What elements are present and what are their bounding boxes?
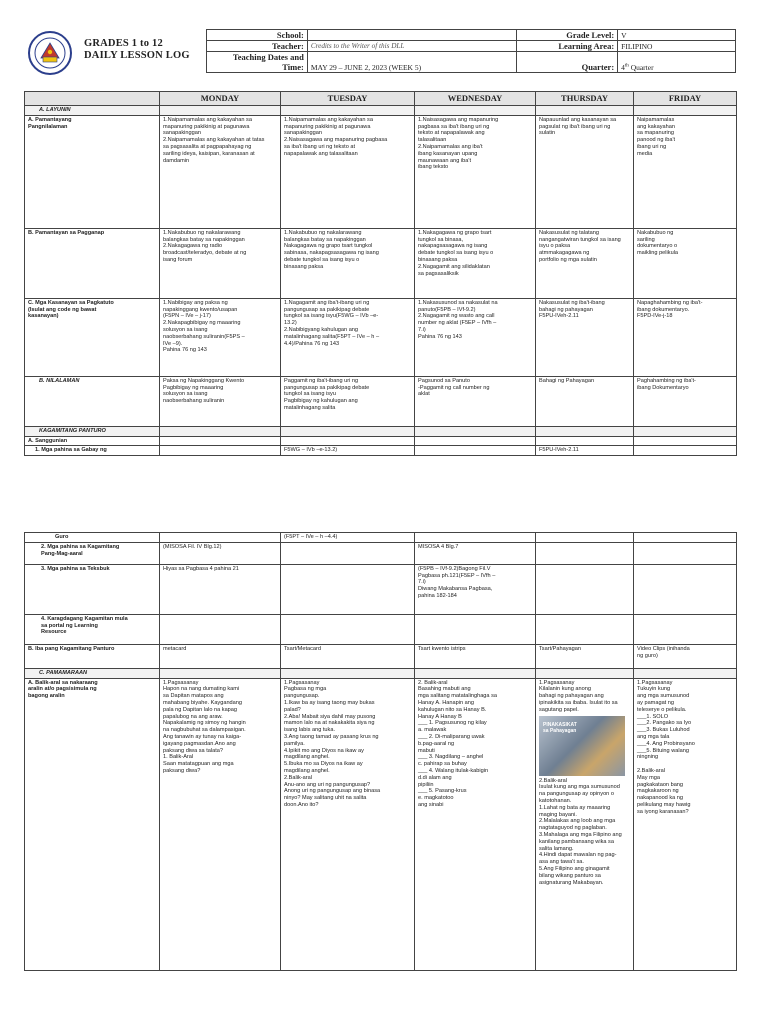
row-pamantayan-sa-pagganap xyxy=(25,228,737,298)
school-label: School: xyxy=(207,30,308,41)
school-value xyxy=(307,30,517,41)
cell-monday: 1.Nabibigay ang paksa ng napakinggang kwento/usapan (F5PN – IVe – j-17) 2.Nakapagbibigay ng maaaring solusyon sa isang naobserbahang suliranin(F5PS – IVe –9). Pahina 76 ng 143 xyxy=(160,298,281,376)
cell-tuesday: Paggamit ng iba't-ibang uri ng pangungusap sa pakikipag debate tungkol sa isang isyu Pagbibigay ng kahulugan ang matalinhagang salita xyxy=(281,376,415,426)
row-label: B. Pamantayan sa Pagganap xyxy=(25,228,160,298)
teaching-dates-value: MAY 29 – JUNE 2, 2023 (WEEK 5) xyxy=(307,52,517,73)
cell-thursday xyxy=(536,533,634,543)
cell-friday: Naipamamalas ang kakayahan sa mapanuring panood ng iba't ibang uri ng media xyxy=(634,115,737,228)
row-iba-pang-kagamitan xyxy=(25,644,737,668)
empty-cell xyxy=(281,668,415,678)
day-header-wednesday: WEDNESDAY xyxy=(415,92,536,106)
day-header-tuesday: TUESDAY xyxy=(281,92,415,106)
brand-line-1: GRADES 1 to 12 xyxy=(84,38,163,49)
cell-monday xyxy=(160,446,281,456)
learning-area-label: Learning Area: xyxy=(517,41,618,52)
row-label-guro: Guro xyxy=(25,533,160,543)
cell-friday: Paghahambing ng iba't- ibang Dokumentaryo xyxy=(634,376,737,426)
brand-line-2: DAILY LESSON LOG xyxy=(84,50,190,61)
cell-wednesday: 2. Balik-aral Basahing mabuti ang mga salitang matatalinghaga sa Hanay A. Hanapin ang kahulugan nito sa Hanay B. Hanay A Hanay B ___ 1. Pagsusunog ng kilay a. malawak ___ 2. Di-maliparang uwak b.pag-aaral ng mabuti ___ 3. Nagdilang – anghel c. pahirap sa buhay ___ 4. Walang itulak-kabigin d.di alam ang pipiliin ___ 5. Pasang-krus e. magkatotoo ang sinabi xyxy=(415,678,536,970)
empty-cell xyxy=(281,436,415,446)
day-header-friday: FRIDAY xyxy=(634,92,737,106)
empty-cell xyxy=(160,426,281,436)
cell-wednesday: (F5PB – IVf-9.2)Bagong Fil.V Pagbasa ph.121(F5EP – IVfh – 7.i) Diwang Makabansa Pagbasa, pahina 182-184 xyxy=(415,564,536,614)
section-row-kagamitang-panturo xyxy=(25,426,737,436)
row-label: A. Pamantayang Pangnilalaman xyxy=(25,115,160,228)
section-row-pamamaraan xyxy=(25,668,737,678)
empty-cell xyxy=(536,426,634,436)
cell-monday: 1.Nakabubuo ng nakalarawang balangkas batay sa napakinggan 2.Nakagagawa ng radio broadcast/teleradyo, debate at ng isang forum xyxy=(160,228,281,298)
section-label-pamamaraan: C. PAMAMARAAN xyxy=(25,668,160,678)
cell-friday xyxy=(634,542,737,564)
row-nilalaman xyxy=(25,376,737,426)
cell-thursday xyxy=(536,542,634,564)
cell-tuesday xyxy=(281,614,415,644)
row-pamantayang-pangnilalaman xyxy=(25,115,737,228)
empty-cell xyxy=(160,436,281,446)
cell-thursday xyxy=(536,678,634,970)
cell-friday: 1.Pagsasanay Tukuyin kung ang mga sumusunod ay pamagat ng teleserye o pelikula. ___1. SOLO ___2. Pangako sa Iyo ___3. Bukas Luluhod ang mga tala ___4. Ang Probinsyano ___5. Bituing walang ningning 2.Balik-aral May mga pagkakataon bang magkakaroon ng nakapanood ka ng pelikulang may hawig sa iyong karanasan? xyxy=(634,678,737,970)
cell-tuesday xyxy=(281,564,415,614)
day-header-blank xyxy=(25,92,160,106)
row-label-gabay: 1. Mga pahina sa Gabay ng xyxy=(25,446,160,456)
cell-tuesday: 1.Naipamamalas ang kakayahan sa mapanuring pakikinig at pagunawa sanapakinggan 2.Naisasagawa ang mapanuring pagbasa sa iba't ibang uri ng teksto at napapalawak ang talasalitaan xyxy=(281,115,415,228)
cell-wednesday: 1.Naisasagawa ang mapanuring pagbasa sa iba't ibang uri ng teksto at napapalawak ang talasalitaan 2.Naipamamalas ang iba't ibang kasanayan upang maunawaan ang iba't ibang teksto xyxy=(415,115,536,228)
teacher-label: Teacher: xyxy=(207,41,308,52)
cell-monday: Hiyas sa Pagbasa 4 pahina 21 xyxy=(160,564,281,614)
cell-thursday: Nakasusulat ng talatang nangangatwiran tungkol sa isang isyu o paksa atmmakagagawa ng portfolio ng mga sulatin xyxy=(536,228,634,298)
cell-tuesday xyxy=(281,542,415,564)
cell-monday: Paksa ng Napakinggang Kwento Pagbibigay ng maaaring solusyon sa isang naobserbahang suliranin xyxy=(160,376,281,426)
empty-cell xyxy=(415,426,536,436)
row-label: 2. Mga pahina sa Kagamitang Pang-Mag-aaral xyxy=(25,542,160,564)
row-balik-aral xyxy=(25,678,737,970)
cell-tuesday: 1.Pagsasanay Pagbasa ng mga pangungusap. 1.Ikaw ba ay isang taong may bukas palad? 2.Aba! Mabait siya dahil may pusong mamon lalo na at nakakakita siya ng isang labis ang tuka. 3.Ang taong tamad ay pasang krus ng pamilya. 4.Ipikit mo ang Diyos na ikaw ay magdilang anghel. 5.Ibuka mo sa Diyos na ikaw ay magdilang anghel. 2.Balik-aral Anu-ano ang uri ng pangungusap? Anong uri ng pangungusap ang binasa ninyo? May salitang uhit na salita doon.Ano ito? xyxy=(281,678,415,970)
cell-wednesday xyxy=(415,446,536,456)
cell-tuesday: 1.Nakabubuo ng nakalarawang balangkas batay sa napakinggan Nakagagawa ng grapo tsart tungkol sabinasa, nakapagsasagawa ng isang debate tungkol sa isang isyu o binasang paksa xyxy=(281,228,415,298)
cell-thursday: Nakasusulat ng iba't-ibang bahagi ng pahayagan F5PU-IVeh-2.11 xyxy=(536,298,634,376)
row-sanggunian xyxy=(25,436,737,446)
empty-cell xyxy=(634,436,737,446)
row-guro xyxy=(25,533,737,543)
deped-seal-icon xyxy=(28,31,72,75)
newspaper-headline: PINAKASIKAT sa Pahayagan xyxy=(543,721,577,734)
row-teksbuk xyxy=(25,564,737,614)
empty-cell xyxy=(536,436,634,446)
cell-monday xyxy=(160,614,281,644)
section-row-layunin xyxy=(25,106,737,116)
teaching-dates-label xyxy=(207,52,308,73)
cell-thursday: Bahagi ng Pahayagan xyxy=(536,376,634,426)
thursday-balik-aral: 2.Balik-aral Isulat kung ang mga sumusunod na pangungusap ay opinyon o katotohanan. 1.Lahat ng bata ay maaaring maging bayani. 2.Malalakas ang loob ang mga nagtataguyod ng paglaban. 3.Mahalaga ang mga Filipino ang kanilang pambansang wika sa salita lamang. 4.Hindi dapat mawalan ng pag- asa ang tawa't sa. 5.Ang Filipino ang ginagamit bilang wikang panturo sa asignaturang Makabayan. xyxy=(539,777,622,886)
empty-cell xyxy=(160,106,281,116)
cell-thursday: F5PU-IVeh-2.11 xyxy=(536,446,634,456)
quarter-suffix: Quarter xyxy=(628,63,654,72)
empty-cell xyxy=(415,106,536,116)
cell-wednesday: 1.Nakagagawa ng grapo tsart tungkol sa binasa, nakapagsasagawa ng isang debate tungkol sa isang isyu o binasang paksa 2.Nagagamit ang silidaklatan sa pagsasaliksik xyxy=(415,228,536,298)
empty-cell xyxy=(536,106,634,116)
cell-tuesday: F5WG – IVb –e-13.2) xyxy=(281,446,415,456)
empty-cell xyxy=(281,426,415,436)
brand-title xyxy=(84,38,190,62)
row-label: B. Iba pang Kagamitang Panturo xyxy=(25,644,160,668)
cell-monday xyxy=(160,533,281,543)
row-mga-kasanayan xyxy=(25,298,737,376)
thursday-instructions: 1.Pagsasanay Kilalanin kung anong bahagi ng pahayagan ang ipinakikita sa ibaba. Isulat ito sa sagutang papel. xyxy=(539,679,618,713)
row-label: C. Mga Kasanayan sa Pagkatuto (Isulat ang code ng bawat kasanayan) xyxy=(25,298,160,376)
cell-friday: Video Clips (inihanda ng guro) xyxy=(634,644,737,668)
quarter-ordinal: th xyxy=(624,63,629,69)
row-kagamitang-pang-mag-aaral xyxy=(25,542,737,564)
cell-friday: Napaghahambing ng iba't- ibang dokumentaryo. F5PD-IVe-j-18 xyxy=(634,298,737,376)
day-header-thursday: THURSDAY xyxy=(536,92,634,106)
grade-level-label: Grade Level: xyxy=(517,30,618,41)
empty-cell xyxy=(415,668,536,678)
cell-tuesday: Tsart/Metacard xyxy=(281,644,415,668)
grade-level-value: V xyxy=(618,30,736,41)
lesson-log-table-page-1 xyxy=(24,91,737,456)
cell-tuesday: (F5PT – IVe – h –4.4) xyxy=(281,533,415,543)
time-label-line: Time: xyxy=(282,62,304,72)
cell-friday xyxy=(634,533,737,543)
cell-tuesday: 1.Nagagamit ang iba't-ibang uri ng pangungusap sa pakikipag debate tungkol sa isang isyu(F5WG – IVb –e- 13.2) 2.Nabibigyang kahulugan ang matalinhagang salita(F5PT – IVe – h – 4.4)/Pahina 76 ng 143 xyxy=(281,298,415,376)
cell-friday xyxy=(634,446,737,456)
row-karagdagang-kagamitan xyxy=(25,614,737,644)
learning-area-value: FILIPINO xyxy=(618,41,736,52)
cell-wednesday xyxy=(415,533,536,543)
cell-thursday xyxy=(536,564,634,614)
section-label-layunin: A. LAYUNIN xyxy=(25,106,160,116)
cell-monday: 1.Pagsasanay Hapon na nang dumating kami sa Dapitan matapos ang mahabang biyahe. Kaygandang pala ng Dapitan lalo na kapag papalubog na ang araw. Napakalamig ng simoy ng hangin na nagbubuhat sa dalampasigan. Ang tanawin ay tunay na kaiga- igayang pagmasdan.Ano ang paksang diwa sa talata? 1. Balik-Aral Saan matatagpuan ang mga paksang diwa? xyxy=(160,678,281,970)
quarter-value xyxy=(618,52,736,73)
newspaper-image xyxy=(539,716,625,776)
row-label-nilalaman: B. NILALAMAN xyxy=(25,376,160,426)
cell-monday: metacard xyxy=(160,644,281,668)
cell-thursday: Napauunlad ang kasanayan sa pagsulat ng iba't ibang uri ng sulatin xyxy=(536,115,634,228)
quarter-number: 4 xyxy=(621,63,625,72)
cell-monday: 1.Naipamamalas ang kakayahan sa mapanuring pakikinig at pagunawa sanapakinggan 2.Naipamamalas ang kakayahan at tatas sa pagsasalita at pagpapahayag ng sariling ideya, kaisipan, karanasan at damdamin xyxy=(160,115,281,228)
header-info-table xyxy=(206,29,736,73)
cell-wednesday xyxy=(415,614,536,644)
empty-cell xyxy=(634,426,737,436)
cell-wednesday: Tsart kwento istrips xyxy=(415,644,536,668)
empty-cell xyxy=(281,106,415,116)
day-header-monday: MONDAY xyxy=(160,92,281,106)
empty-cell xyxy=(536,668,634,678)
teacher-value: Credits to the Writer of this DLL xyxy=(307,41,517,52)
row-label: 4. Karagdagang Kagamitan mula sa portal ng Learning Resource xyxy=(25,614,160,644)
row-gabay-ng-guro xyxy=(25,446,737,456)
empty-cell xyxy=(634,106,737,116)
cell-thursday: Tsart/Pahayagan xyxy=(536,644,634,668)
row-label-balik-aral: A. Balik-aral sa nakaraang aralin at/o pagsisimula ng bagong aralin xyxy=(25,678,160,970)
day-header-row xyxy=(25,92,737,106)
section-label-kagamitang-panturo: KAGAMITANG PANTURO xyxy=(25,426,160,436)
row-label-sanggunian: A. Sanggunian xyxy=(25,436,160,446)
cell-thursday xyxy=(536,614,634,644)
cell-wednesday: 1.Nakasusunod sa nakasulat na panuto(F5PB – IVf-9.2) 2.Nagagamit ng wasto ang call number ng aklat (F5EP – IVfh – 7.i) Pahina 76 ng 143 xyxy=(415,298,536,376)
cell-wednesday: Pagsunod sa Panuto -Paggamit ng call number ng aklat xyxy=(415,376,536,426)
quarter-label: Quarter: xyxy=(517,52,618,73)
dates-label-line: Teaching Dates and xyxy=(232,52,304,62)
empty-cell xyxy=(160,668,281,678)
empty-cell xyxy=(634,668,737,678)
empty-cell xyxy=(415,436,536,446)
cell-wednesday: MISOSA 4 Blg.7 xyxy=(415,542,536,564)
cell-monday: (MISOSA Fil. IV Blg.12) xyxy=(160,542,281,564)
cell-friday xyxy=(634,564,737,614)
row-label: 3. Mga pahina sa Teksbuk xyxy=(25,564,160,614)
cell-friday: Nakabubuo ng sariling dokumentaryo o maikling pelikula xyxy=(634,228,737,298)
cell-friday xyxy=(634,614,737,644)
lesson-log-table-page-2 xyxy=(24,532,737,971)
